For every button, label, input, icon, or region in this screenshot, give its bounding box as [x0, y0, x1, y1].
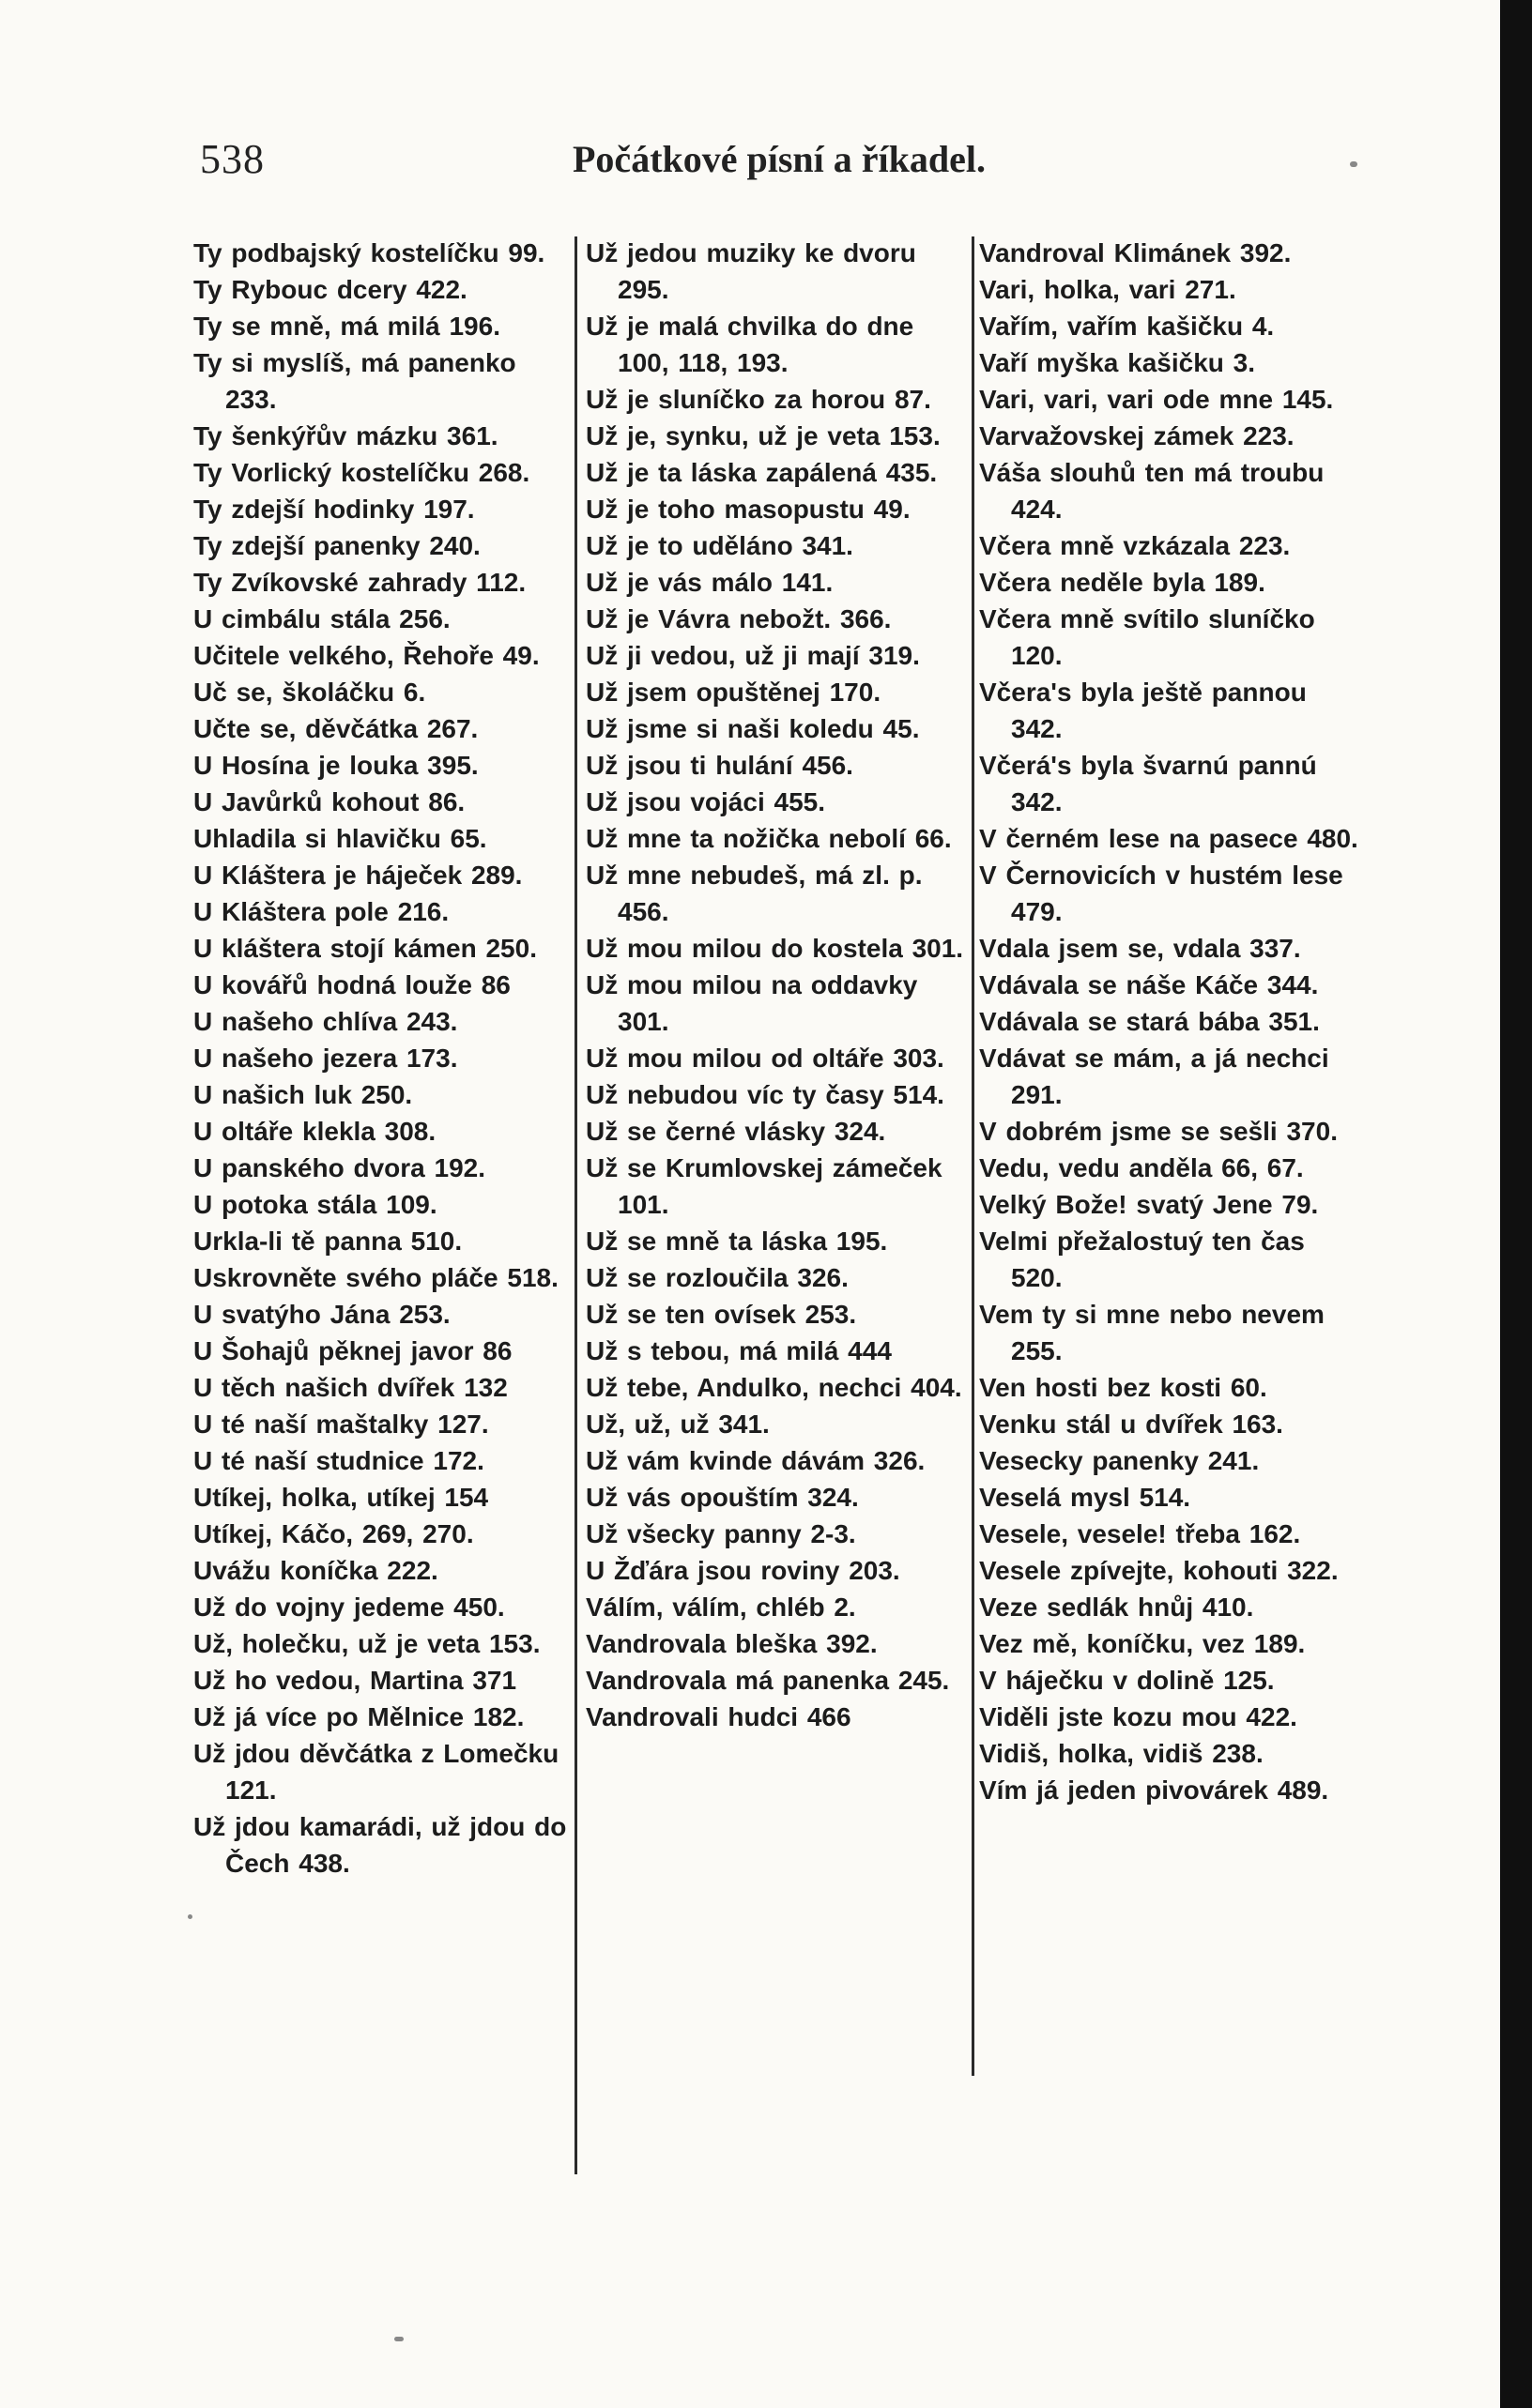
index-entry: Už jsme si naši koledu 45. — [586, 714, 920, 743]
index-entry: Už je toho masopustu 49. — [586, 495, 911, 524]
ink-speck — [1350, 161, 1357, 167]
index-entry: Ty si myslíš, má panenko 233. — [193, 348, 516, 414]
index-entry: Už ho vedou, Martina 371 — [193, 1666, 517, 1695]
index-entry: Uskrovněte svého pláče 518. — [193, 1263, 559, 1292]
index-entry: Uvážu koníčka 222. — [193, 1556, 438, 1585]
index-entry: U té naší studnice 172. — [193, 1446, 484, 1475]
index-entry: Už vám kvinde dávám 326. — [586, 1446, 926, 1475]
index-entry: Už se rozloučila 326. — [586, 1263, 849, 1292]
index-entry: Utíkej, Káčo, 269, 270. — [193, 1519, 474, 1548]
index-entry: U našich luk 250. — [193, 1080, 413, 1109]
index-entry: U těch našich dvířek 132 — [193, 1373, 508, 1402]
index-entry: U oltáře klekla 308. — [193, 1117, 437, 1146]
index-entry: Vesecky panenky 241. — [979, 1446, 1260, 1475]
index-entry: V Černovicích v hustém lese 479. — [979, 861, 1343, 926]
index-entry: Veze sedlák hnůj 410. — [979, 1593, 1254, 1622]
ink-speck — [394, 2337, 404, 2341]
index-entry: U našeho chlíva 243. — [193, 1007, 458, 1036]
index-column-2 — [586, 235, 969, 1735]
index-entry: Už nebudou víc ty časy 514. — [586, 1080, 944, 1109]
index-entry: Veselá mysl 514. — [979, 1483, 1191, 1512]
index-entry: Ty Vorlický kostelíčku 268. — [193, 458, 530, 487]
index-entry: Už jedou muziky ke dvoru 295. — [586, 238, 916, 304]
index-entry: Už jdou děvčátka z Lomečku 121. — [193, 1739, 559, 1805]
index-entry: Už je Vávra nebožt. 366. — [586, 604, 892, 633]
index-entry: Vdávat se mám, a já nechci 291. — [979, 1044, 1329, 1109]
index-entry: Už mou milou od oltáře 303. — [586, 1044, 944, 1073]
index-entry: Už mne nebudeš, má zl. p. 456. — [586, 861, 923, 926]
scan-border — [1500, 0, 1532, 2408]
index-entry: Včera mně svítilo sluníčko 120. — [979, 604, 1315, 670]
index-entry: U Javůrků kohout 86. — [193, 787, 466, 816]
index-entry: Už ji vedou, už ji mají 319. — [586, 641, 920, 670]
index-entry: Včera neděle byla 189. — [979, 568, 1265, 597]
page-title: Počátkové písní a říkadel. — [573, 138, 987, 180]
index-entry: Už s tebou, má milá 444 — [586, 1336, 892, 1365]
index-entry: Vím já jeden pivovárek 489. — [979, 1776, 1329, 1805]
index-entry: Ty se mně, má milá 196. — [193, 312, 500, 341]
index-entry: Vandrovala bleška 392. — [586, 1629, 878, 1658]
index-entry: U Hosína je louka 395. — [193, 751, 479, 780]
index-entry: Ty šenkýřův mázku 361. — [193, 421, 498, 450]
index-entry: Už se mně ta láska 195. — [586, 1227, 888, 1256]
index-entry: Už jsou vojáci 455. — [586, 787, 825, 816]
index-entry: Už do vojny jedeme 450. — [193, 1593, 505, 1622]
index-entry: Utíkej, holka, utíkej 154 — [193, 1483, 489, 1512]
index-entry: Učitele velkého, Řehoře 49. — [193, 641, 540, 670]
index-entry: Včera's byla ještě pannou 342. — [979, 678, 1307, 743]
index-entry: Velký Bože! svatý Jene 79. — [979, 1190, 1319, 1219]
index-entry: Už jsou ti hulání 456. — [586, 751, 853, 780]
ink-speck — [188, 1914, 192, 1919]
index-entry: Vdala jsem se, vdala 337. — [979, 934, 1301, 963]
page-number: 538 — [200, 136, 265, 182]
index-entry: Vez mě, koníčku, vez 189. — [979, 1629, 1306, 1658]
index-column-3 — [979, 235, 1364, 1808]
index-entry: U svatýho Jána 253. — [193, 1300, 451, 1329]
index-entry: Už, holečku, už je veta 153. — [193, 1629, 541, 1658]
index-entry: Už všecky panny 2-3. — [586, 1519, 856, 1548]
index-entry: Už tebe, Andulko, nechci 404. — [586, 1373, 962, 1402]
index-entry: Váša slouhů ten má troubu 424. — [979, 458, 1325, 524]
index-entry: Vandrovala má panenka 245. — [586, 1666, 950, 1695]
index-entry: Ven hosti bez kosti 60. — [979, 1373, 1267, 1402]
index-entry: Už já více po Mělnice 182. — [193, 1702, 525, 1731]
index-entry: Vandrovali hudci 466 — [586, 1702, 851, 1731]
index-entry: Vari, holka, vari 271. — [979, 275, 1236, 304]
index-entry: Vaří myška kašičku 3. — [979, 348, 1255, 377]
index-entry: U našeho jezera 173. — [193, 1044, 458, 1073]
index-entry: Uhladila si hlavičku 65. — [193, 824, 487, 853]
index-column-1 — [193, 235, 574, 1882]
index-entry: Válím, válím, chléb 2. — [586, 1593, 856, 1622]
index-entry: Vandroval Klimánek 392. — [979, 238, 1292, 267]
index-entry: U Kláštera pole 216. — [193, 897, 450, 926]
index-entry: Už mne ta nožička nebolí 66. — [586, 824, 952, 853]
index-entry: U kovářů hodná louže 86 — [193, 970, 511, 999]
index-entry: U té naší maštalky 127. — [193, 1410, 489, 1439]
index-entry: V černém lese na pasece 480. — [979, 824, 1358, 853]
index-entry: U Šohajů pěknej javor 86 — [193, 1336, 513, 1365]
index-entry: U Kláštera je háječek 289. — [193, 861, 523, 890]
column-divider — [574, 236, 577, 2174]
index-entry: Varvažovskej zámek 223. — [979, 421, 1295, 450]
index-entry: Viděli jste kozu mou 422. — [979, 1702, 1297, 1731]
index-entry: Už jdou kamarádi, už jdou do Čech 438. — [193, 1812, 567, 1878]
index-entry: Už mou milou na oddavky 301. — [586, 970, 918, 1036]
index-entry: Už je ta láska zapálená 435. — [586, 458, 938, 487]
page-header — [0, 131, 1500, 197]
index-entry: Vedu, vedu anděla 66, 67. — [979, 1153, 1304, 1182]
index-entry: Venku stál u dvířek 163. — [979, 1410, 1283, 1439]
index-entry: Už jsem opuštěnej 170. — [586, 678, 881, 707]
index-entry: Ty zdejší panenky 240. — [193, 531, 481, 560]
index-entry: Uč se, školáčku 6. — [193, 678, 426, 707]
index-entry: Už je to uděláno 341. — [586, 531, 853, 560]
index-entry: Velmi přežalostuý ten čas 520. — [979, 1227, 1305, 1292]
index-entry: Ty zdejší hodinky 197. — [193, 495, 475, 524]
index-entry: V háječku v dolině 125. — [979, 1666, 1275, 1695]
index-entry: Vem ty si mne nebo nevem 255. — [979, 1300, 1325, 1365]
index-entry: Už je, synku, už je veta 153. — [586, 421, 941, 450]
index-entry: U panského dvora 192. — [193, 1153, 486, 1182]
index-entry: Včera mně vzkázala 223. — [979, 531, 1291, 560]
index-entry: Vařím, vařím kašičku 4. — [979, 312, 1275, 341]
index-entry: U Žďára jsou roviny 203. — [586, 1556, 900, 1585]
index-entry: U cimbálu stála 256. — [193, 604, 451, 633]
index-entry: Už je malá chvilka do dne 100, 118, 193. — [586, 312, 914, 377]
index-entry: Už mou milou do kostela 301. — [586, 934, 964, 963]
index-entry: Vari, vari, vari ode mne 145. — [979, 385, 1334, 414]
index-entry: Ty Rybouc dcery 422. — [193, 275, 467, 304]
index-entry: Už je vás málo 141. — [586, 568, 834, 597]
index-entry: Už je sluníčko za horou 87. — [586, 385, 931, 414]
index-entry: Už se Krumlovskej zámeček 101. — [586, 1153, 942, 1219]
index-entry: Urkla-li tě panna 510. — [193, 1227, 463, 1256]
index-entry: Ty Zvíkovské zahrady 112. — [193, 568, 527, 597]
index-entry: Učte se, děvčátka 267. — [193, 714, 479, 743]
index-entry: Včerá's byla švarnú pannú 342. — [979, 751, 1317, 816]
index-entry: U potoka stála 109. — [193, 1190, 437, 1219]
index-entry: Vdávala se náše Káče 344. — [979, 970, 1319, 999]
index-entry: Už vás opouštím 324. — [586, 1483, 859, 1512]
index-entry: Už se černé vlásky 324. — [586, 1117, 886, 1146]
index-entry: Vidiš, holka, vidiš 238. — [979, 1739, 1264, 1768]
column-divider — [972, 236, 974, 2076]
index-entry: V dobrém jsme se sešli 370. — [979, 1117, 1338, 1146]
index-entry: Vesele zpívejte, kohouti 322. — [979, 1556, 1339, 1585]
index-entry: Už se ten ovísek 253. — [586, 1300, 857, 1329]
index-entry: Ty podbajský kostelíčku 99. — [193, 238, 545, 267]
index-entry: Už, už, už 341. — [586, 1410, 770, 1439]
index-entry: Vesele, vesele! třeba 162. — [979, 1519, 1301, 1548]
index-entry: Vdávala se stará bába 351. — [979, 1007, 1320, 1036]
index-entry: U kláštera stojí kámen 250. — [193, 934, 537, 963]
